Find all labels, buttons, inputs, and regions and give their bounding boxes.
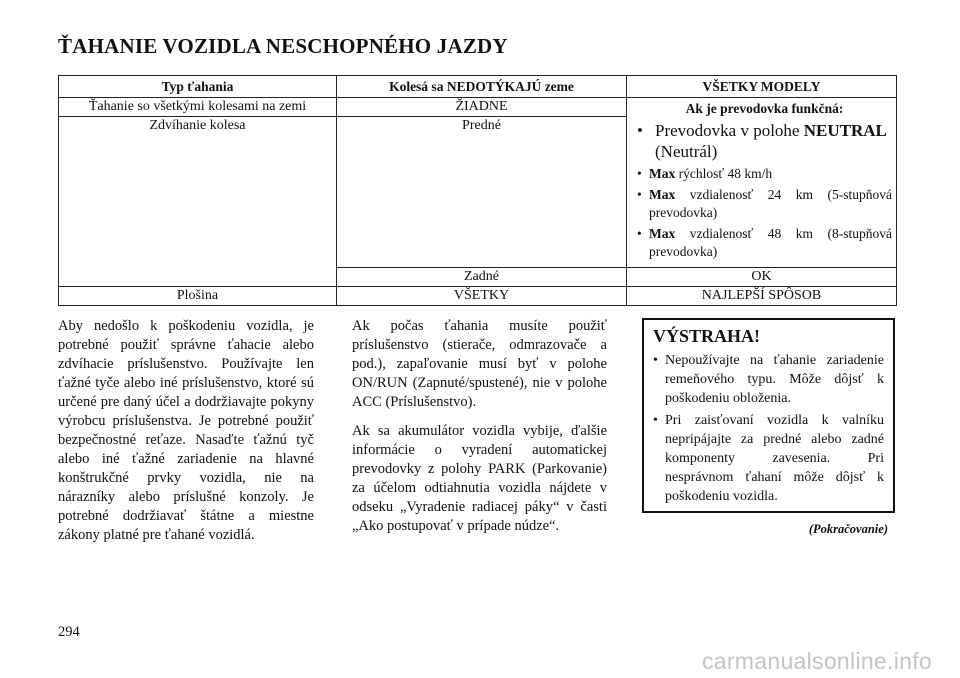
page-number: 294	[58, 624, 80, 640]
page-title: ŤAHANIE VOZIDLA NESCHOPNÉHO JAZDY	[58, 34, 508, 58]
warning-item-text: Nepoužívajte na ťahanie zariadenie remeňového typu. Môže dôjsť k poškodeniu obloženia.	[665, 353, 884, 406]
watermark: carmanualsonline.info	[701, 648, 932, 674]
table-row	[59, 287, 897, 306]
bullet-icon: •	[637, 166, 642, 181]
cell-wheels: VŠETKY	[337, 287, 627, 306]
main-bullet-text: Prevodovka v polohe	[655, 121, 800, 140]
cell-all-models: NAJLEPŠÍ SPÔSOB	[627, 287, 897, 306]
bullet-icon: •	[637, 121, 643, 140]
table-row	[59, 98, 897, 117]
table-header-row	[59, 76, 897, 98]
main-bullet	[637, 120, 892, 162]
bullet-icon: •	[637, 187, 642, 202]
warning-item	[653, 351, 884, 408]
sub-bullet-bold: Max	[649, 187, 676, 202]
cell-wheels: Zadné	[337, 268, 627, 287]
header-all-models: VŠETKY MODELY	[627, 76, 897, 98]
conditions-heading: Ak je prevodovka funkčná:	[685, 101, 844, 116]
cell-tow-type: Zdvíhanie kolesa	[59, 117, 337, 287]
sub-bullet-text: vzdialenosť 24 km (5-stupňová prevodovka)	[649, 187, 892, 220]
warning-title: VÝSTRAHA!	[653, 326, 761, 346]
sub-bullet-text: rýchlosť 48 km/h	[678, 166, 773, 181]
warning-item-text: Pri zaisťovaní vozidla k valníku nepripájajte za predné alebo zadné komponenty zavesenia. Pri nesprávnom ťahaní môže dôjsť k poškodeniu vozidla.	[665, 413, 884, 504]
warning-box	[642, 318, 895, 513]
main-bullet-suffix: (Neutrál)	[655, 142, 718, 161]
warning-item	[653, 411, 884, 506]
bullet-icon: •	[637, 226, 642, 241]
paragraph: Aby nedošlo k poškodeniu vozidla, je potrebné použiť správne ťahacie alebo zdvíhacie príslušenstvo. Používajte len ťažné tyče alebo iné príslušenstvo, ktoré sú určené pre daný účel a dodržiavajte pokyny výrobcu príslušenstva. Je potrebné použiť bezpečnostné reťaze. Nasaďte ťažnú tyč alebo iné ťažné zariadenie na hlavné konštrukčné prvky vozidla, nie na nárazníky alebo príslušné konzoly. Je potrebné dodržiavať štátne a miestne zákony platné pre ťahané vozidlá.	[58, 318, 314, 543]
cell-conditions	[627, 98, 897, 268]
bullet-icon: •	[653, 353, 658, 368]
cell-wheels: Predné	[337, 117, 627, 268]
cell-wheels: ŽIADNE	[337, 98, 627, 117]
paragraph: Ak sa akumulátor vozidla vybije, ďalšie informácie o vyradení automatickej prevodovky z polohy PARK (Parkovanie) za účelom odtiahnutia vozidla nájdete v odseku „Vyradenie radiacej páky“ v časti „Ako postupovať v prípade núdze“.	[352, 423, 607, 534]
body-column-1	[58, 317, 314, 545]
sub-bullet-bold: Max	[649, 166, 676, 181]
main-bullet-bold: NEUTRAL	[803, 121, 887, 140]
bullet-icon: •	[653, 413, 658, 428]
sub-bullet	[637, 225, 892, 261]
sub-bullet-bold: Max	[649, 226, 676, 241]
body-column-2	[352, 317, 607, 546]
sub-bullet	[637, 165, 892, 183]
cell-tow-type: Plošina	[59, 287, 337, 306]
towing-table	[58, 75, 897, 306]
header-wheels-off-ground: Kolesá sa NEDOTÝKAJÚ zeme	[337, 76, 627, 98]
sub-bullet-text: vzdialenosť 48 km (8-stupňová prevodovka)	[649, 226, 892, 259]
paragraph: Ak počas ťahania musíte použiť príslušenstvo (stierače, odmrazovače a pod.), zapaľovanie musí byť v polohe ON/RUN (Zapnuté/spustené), nie v polohe ACC (Príslušenstvo).	[352, 318, 607, 410]
header-tow-type: Typ ťahania	[59, 76, 337, 98]
continued-note: (Pokračovanie)	[808, 522, 888, 536]
cell-tow-type: Ťahanie so všetkými kolesami na zemi	[59, 98, 337, 117]
sub-bullet	[637, 186, 892, 222]
cell-all-models: OK	[627, 268, 897, 287]
